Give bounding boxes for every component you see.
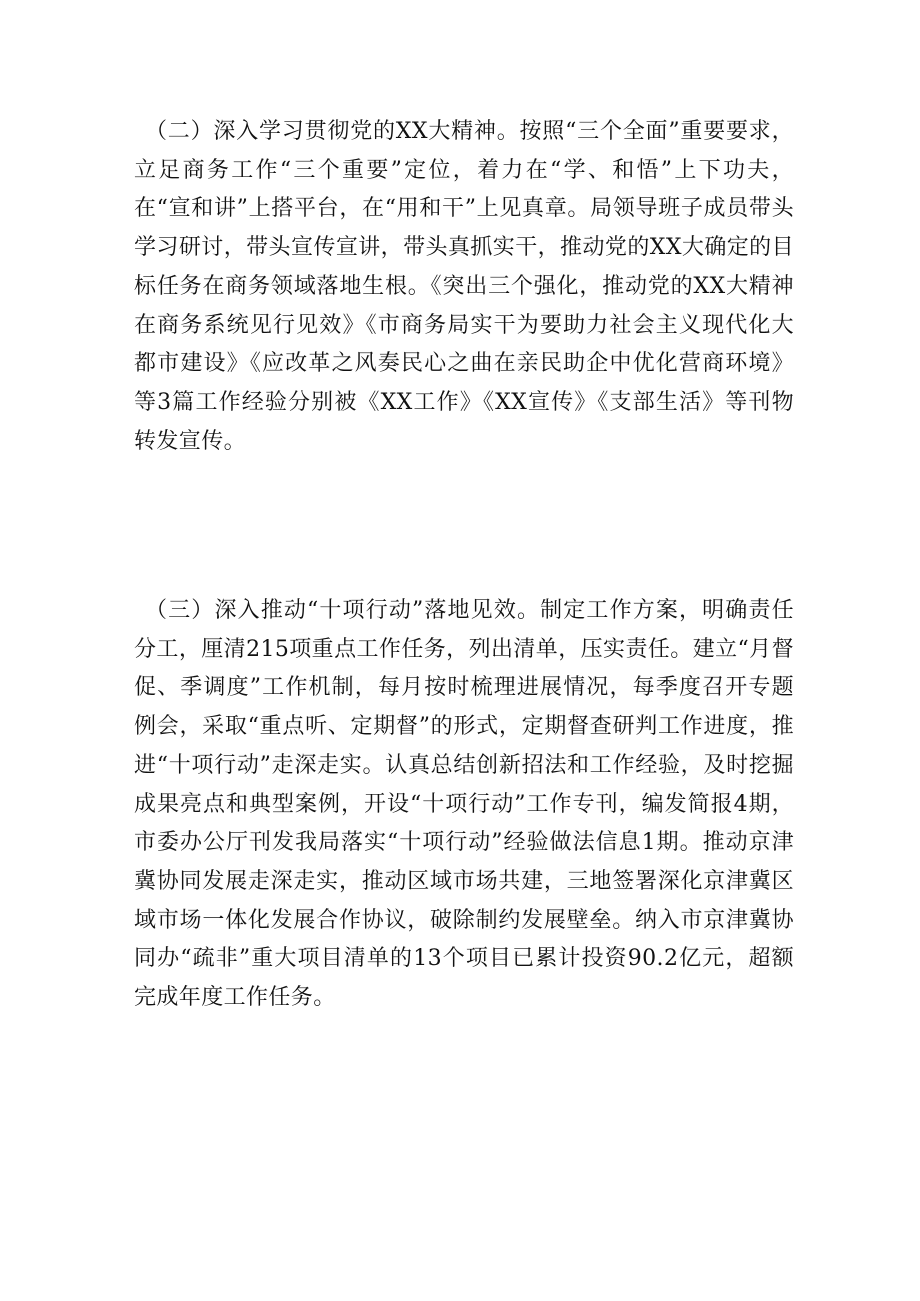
paragraph-section-two: （二）深入学习贯彻党的XX大精神。按照“三个全面”重要要求，立足商务工作“三个重要”定位，着力在“学、和悟”上下功夫，在“宣和讲”上搭平台，在“用和干”上见真章。局领导班子成员带头学习研讨，带头宣传宣讲，带头真抓实干，推动党的XX大确定的目标任务在商务领域落地生根。《突出三个强化，推动党的XX大精神在商务系统见行见效》《市商务局实干为要助力社会主义现代化大都市建设》《应改革之风奏民心之曲在亲民助企中优化营商环境》等3篇工作经验分别被《XX工作》《XX宣传》《支部生活》等刊物转发宣传。 bbox=[134, 119, 794, 454]
paragraph-section-three: （三）深入推动“十项行动”落地见效。制定工作方案，明确责任分工，厘清215项重点工作任务，列出清单，压实责任。建立“月督促、季调度”工作机制，每月按时梳理进展情况，每季度召开专题例会，采取“重点听、定期督”的形式，定期督查研判工作进度，推进“十项行动”走深走实。认真总结创新招法和工作经验，及时挖掘成果亮点和典型案例，开设“十项行动”工作专刊，编发简报4期，市委办公厅刊发我局落实“十项行动”经验做法信息1期。推动京津冀协同发展走深走实，推动区域市场共建，三地签署深化京津冀区域市场一体化发展合作协议，破除制约发展壁垒。纳入市京津冀协同办“疏非”重大项目清单的13个项目已累计投资90.2亿元，超额完成年度工作任务。 bbox=[134, 598, 794, 1011]
